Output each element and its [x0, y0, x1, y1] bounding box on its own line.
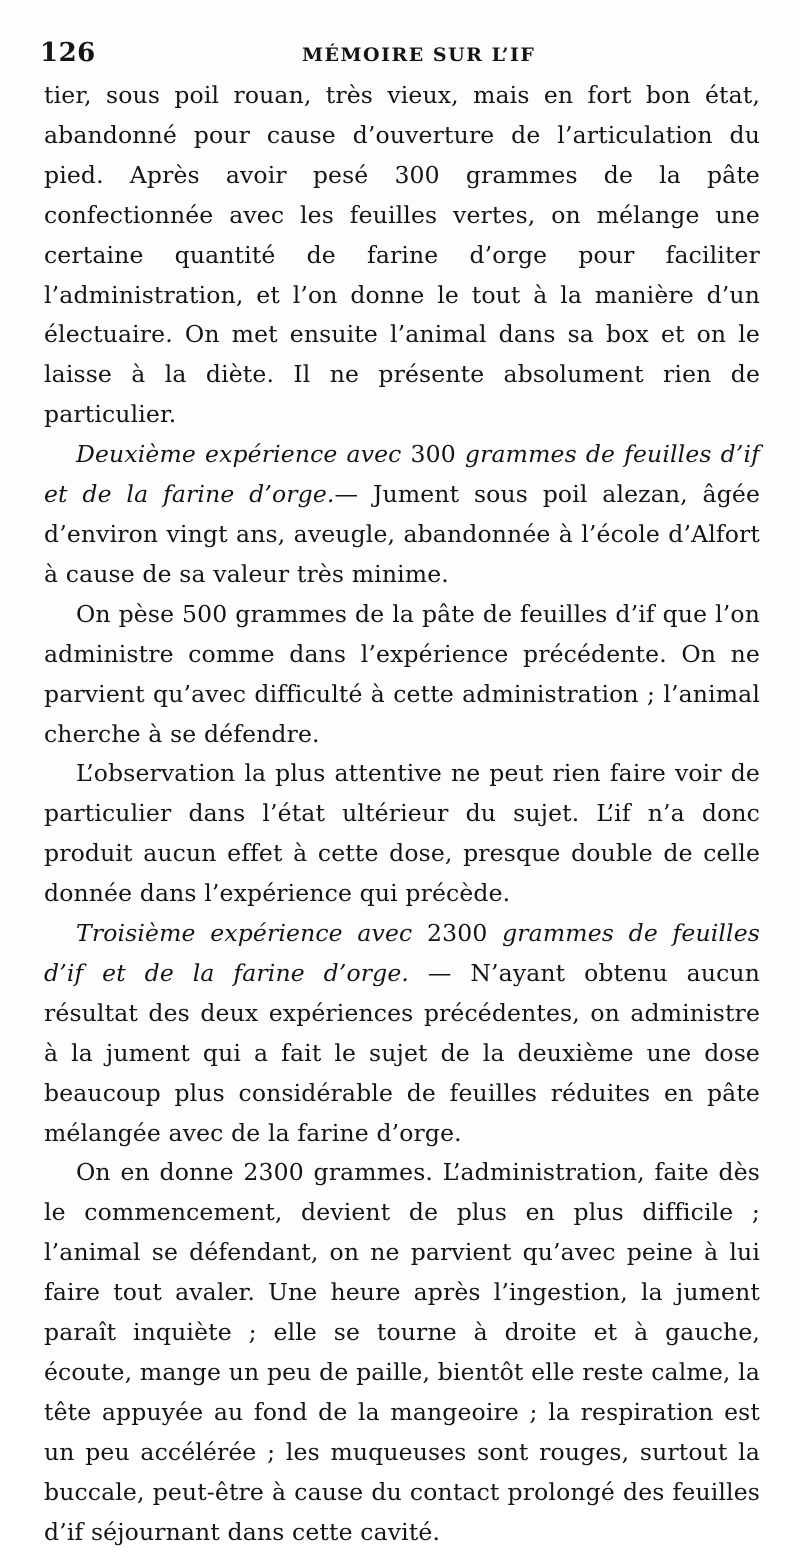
paragraph-third-experiment	[44, 914, 760, 1153]
paragraph-text: — Jument sous poil alezan, âgée d’environ vingt ans, aveugle, abandonnée à l’école d’Alfort à cause de sa valeur très minime.	[44, 480, 760, 588]
paragraph-observation	[44, 754, 760, 914]
paragraph-text: tier, sous poil rouan, très vieux, mais en fort bon état, abandonné pour cause d’ouverture de l’articulation du pied. Après avoir pesé 300 grammes de la pâte confectionnée avec les feuilles vertes, on mélange une certaine quantité de farine d’orge pour faciliter l’administration, et l’on donne le tout à la manière d’un électuaire. On met ensuite l’animal dans sa box et on le laisse à la diète. Il ne présente absolument rien de particulier.	[44, 81, 760, 429]
experiment-heading: Troisième expérience avec	[76, 919, 428, 948]
experiment-dose: 2300	[427, 919, 488, 948]
paragraph-second-experiment	[44, 435, 760, 595]
experiment-heading-cont: grammes de feuilles d’if et de la farine d’orge.	[44, 919, 760, 987]
page-header	[40, 38, 760, 74]
paragraph-continuation	[44, 76, 760, 435]
paragraph-result	[44, 1153, 760, 1552]
paragraph-administration	[44, 595, 760, 755]
paragraph-text: On en donne 2300 grammes. L’administration, faite dès le commencement, devient de plus en plus difficile ; l’animal se défendant, on ne parvient qu’avec peine à lui faire tout avaler. Une heure après l’ingestion, la jument paraît inquiète ; elle se tourne à droite et à gauche, écoute, mange un peu de paille, bientôt elle reste calme, la tête appuyée au fond de la mangeoire ; la respiration est un peu accélérée ; les muqueuses sont rouges, surtout la buccale, peut-être à cause du contact prolongé des feuilles d’if séjournant dans cette cavité.	[44, 1158, 760, 1546]
page-number: 126	[40, 38, 96, 68]
paragraph-text: — N’ayant obtenu aucun résultat des deux expériences précédentes, on administre à la jument qui a fait le sujet de la deuxième une dose beaucoup plus considérable de feuilles réduites en pâte mélangée avec de la farine d’orge.	[44, 958, 760, 1147]
experiment-heading: Deuxième expérience avec	[76, 440, 411, 469]
experiment-dose: 300	[410, 440, 456, 469]
body-text	[44, 76, 760, 1553]
paragraph-text: L’observation la plus attentive ne peut rien faire voir de particulier dans l’état ultérieur du sujet. L’if n’a donc produit aucun effet à cette dose, presque double de celle donnée dans l’expérience qui précède.	[44, 759, 760, 908]
experiment-heading-cont: grammes de feuilles d’if et de la farine d’orge.	[44, 440, 760, 509]
running-title: MÉMOIRE SUR L’IF	[302, 44, 536, 66]
paragraph-text: On pèse 500 grammes de la pâte de feuilles d’if que l’on administre comme dans l’expérience précédente. On ne parvient qu’avec difficulté à cette administration ; l’animal cherche à se défendre.	[44, 599, 760, 748]
